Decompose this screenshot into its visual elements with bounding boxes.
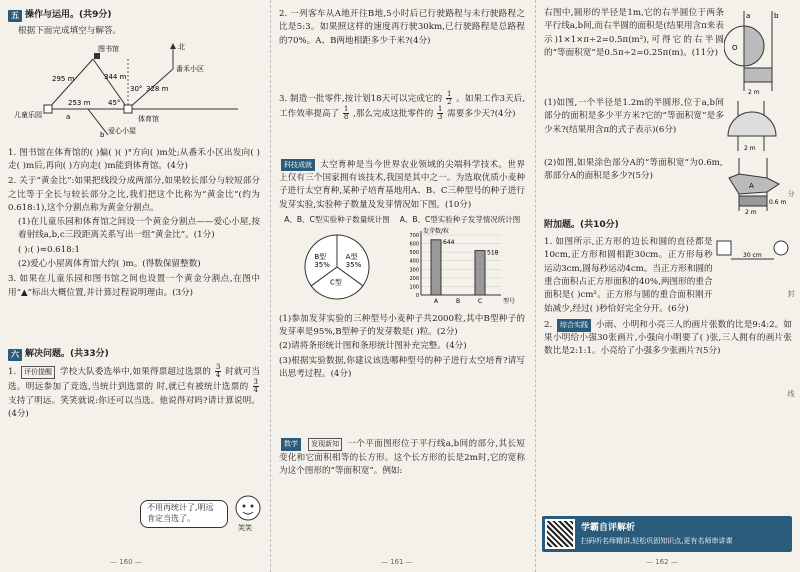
- problem-tag: 发现新知: [308, 438, 342, 451]
- problem-4-2: (2)请将条形统计图和条形统计图补充完整。(4分): [279, 341, 467, 352]
- fraction: $\frac{1}{2}$: [446, 89, 452, 106]
- page-160: [0, 0, 268, 572]
- problem-5: 数学 发现新知 一个平面图形位于平行线a,b间的部分,其长短变化和它面积相等的长方形。这个长方形的长是2m时,它的宽称为这个图形的“等面积宽”。例如:: [279, 439, 526, 476]
- bar-chart: [395, 225, 525, 305]
- map-label-b: b: [100, 131, 105, 140]
- question-2-2: (2)爱心小屋离体育馆大约( )m。(得数保留整数): [18, 259, 201, 270]
- question-1: 1. 图书馆在体育馆的( )偏( )( )°方向( )m处;从番禾小区出发向( )走( )m后,再向( )方向走( )m能到体育馆。(4分): [8, 147, 260, 171]
- svg-text:O: O: [732, 44, 738, 52]
- svg-text:a: a: [746, 12, 751, 20]
- pie-label: A型: [345, 253, 358, 262]
- problem-4: 科技成就 太空育种是当今世界农业领域的尖端科学技术。世界上仅有三个国家拥有该技术,我国是其中之一。为选取优质小麦种子进行太空育种,某种子培育基地用A、B、C三种型号的种子进行发芽实验,实验种子数量及发芽情况如下图。(10分): [279, 159, 525, 210]
- sub-question-1: (1)如图,一个半径是1.2m的半圆形,位于a,b间部分的面积是多少平方米?它的“等面积宽”是多少米?(结果用含π的式子表示)(6分): [544, 98, 724, 135]
- example-row: [544, 6, 792, 96]
- pie-label: C型: [330, 279, 342, 288]
- section-title: 附加题。(共10分): [544, 220, 619, 230]
- square-circle-figure: [713, 235, 792, 265]
- question-3: 3. 如果在儿童乐园和图书馆之间也设置一个黄金分割点,在图中用“▲”标出大概位置,并计算过程说明理由。(3分): [8, 274, 260, 298]
- map-label-north: 北: [178, 43, 185, 52]
- svg-text:0.6 m: 0.6 m: [768, 199, 786, 206]
- section-header-extra: [544, 219, 792, 233]
- kid-name: 笑笑: [238, 524, 252, 532]
- binding-mark: 封: [787, 290, 795, 297]
- section-intro: 根据下面完成填空与解答。: [18, 25, 122, 36]
- question-2-1-answer: ( ):( )≈0.618:1: [18, 244, 80, 255]
- bar: [431, 240, 441, 295]
- semicircle-figure: [724, 96, 784, 156]
- page-162: [535, 0, 800, 572]
- y-tick-label: 100: [409, 284, 419, 291]
- kid-avatar: [232, 492, 264, 532]
- page-number: — 162 —: [646, 558, 678, 567]
- speech-bubble: 不用再统计了,明远肯定当选了。: [140, 500, 228, 528]
- svg-text:b: b: [774, 12, 779, 20]
- pie-chart: [287, 225, 387, 305]
- qr-code-icon[interactable]: [545, 519, 575, 549]
- charts-row: [279, 214, 525, 311]
- svg-text:2 m: 2 m: [744, 145, 756, 152]
- svg-text:2 m: 2 m: [744, 209, 757, 216]
- problem-tag: 综合实践: [557, 319, 591, 332]
- x-tick-label: A: [434, 298, 439, 306]
- problem-4-1: (1)参加发芽实验的三种型号小麦种子共2000粒,其中B型种子的发芽率是95%,B型种子的发芽数是( )粒。(2分): [279, 313, 525, 338]
- section-title: 操作与运用。(共9分): [25, 10, 112, 20]
- example-text: 右图中,圆形的半径是1m,它的右半圆位于两条平行线a,b间,而右半圆的面积是(结果用含π来表示)1×1×π÷2=0.5π(m²),可得它的右半圆的“等面积宽”是0.5π÷2=0.25π(m)。(11分): [544, 8, 724, 58]
- problem-tag: 评价提醒: [21, 366, 55, 379]
- fraction: $\frac{1}{3}$: [437, 105, 443, 122]
- problem-4-3: (3)根据实验数据,你建议该选哪种型号的种子进行太空培育?请写出思考过程。(4分): [279, 355, 525, 379]
- problem-number: 1.: [8, 366, 17, 377]
- x-tick-label: B: [456, 298, 461, 306]
- svg-text:2 m: 2 m: [748, 89, 760, 96]
- page-number: — 160 —: [110, 558, 142, 567]
- map-dist-295: 295 m: [52, 75, 75, 84]
- fraction: $\frac{3}{4}$: [215, 362, 221, 379]
- problem-text: 支持了明远。笑笑就说:你还可以当选。他说得对吗?请计算说明。(4分): [8, 395, 260, 419]
- section-badge: 六: [8, 349, 22, 361]
- section-title: 解决问题。(共33分): [25, 349, 109, 359]
- fraction: $\frac{1}{8}$: [343, 105, 349, 122]
- extra-question-1: 1. 如图所示,正方形的边长和圆的直径都是10cm,正方形和圆相距30cm。正方形每秒运动3cm,圆每秒运动4cm。当正方形和圆的重合面积占正方形面积的40%,两图形的重合面积是( )cm²。正方形与圆的重合面积刚开始减少,经过( )秒恰好完全分开。(6分): [544, 236, 713, 314]
- map-label-park: 儿童乐园: [14, 111, 42, 120]
- binding-mark: 线: [787, 390, 795, 397]
- x-tick-label: C: [478, 298, 483, 306]
- svg-text:A: A: [748, 182, 754, 190]
- problem-2: 2. 一列客车从A地开往B地,5小时后已行驶路程与未行驶路程之比是5:3。如果照这样的速度再行驶30km,已行驶路程是总路程的70%。A、B两地相距多少千米?(4分): [279, 9, 525, 46]
- qr-subtitle: 扫码听名师精讲,轻松巩固知识点,更有名师串讲课: [581, 536, 733, 545]
- qr-promo-banner[interactable]: [542, 516, 792, 552]
- sub-question-1-row: [544, 96, 792, 156]
- bar-title: A、B、C型实验种子发芽情况统计图: [399, 214, 521, 224]
- bar-value-label: 644: [443, 239, 455, 247]
- y-axis-label: 发芽数/粒: [423, 228, 450, 236]
- problem-text: 时就可当选。明远参加了竞选,当统计到选票的: [8, 366, 260, 393]
- bar-value-label: 518: [487, 250, 499, 258]
- page-161: [270, 0, 533, 572]
- question-2: 2. 关于“黄金比”:如果把线段分成两部分,如果较长部分与较短部分之比等于全长与较长部分之比,我们把这个比称为“黄金比”(约为0.618:1),这个分割点称为黄金分割点。: [8, 176, 260, 213]
- svg-text:30 cm: 30 cm: [742, 251, 762, 259]
- bar-chart-block: [395, 214, 525, 311]
- section-header-solve: [8, 348, 260, 362]
- extra-1-row: [544, 235, 792, 317]
- bar: [475, 251, 485, 295]
- map-label-a: a: [66, 113, 71, 122]
- y-tick-label: 700: [409, 233, 419, 240]
- x-axis-label: 型号: [503, 298, 516, 306]
- sub-question-2-row: [544, 156, 792, 216]
- map-label-home: 爱心小屋: [108, 127, 136, 136]
- y-tick-label: 200: [409, 276, 419, 283]
- pie-label: B型: [314, 253, 327, 262]
- y-tick-label: 400: [409, 259, 419, 266]
- map-label-library: 图书馆: [98, 45, 119, 54]
- question-2-1: (1)在儿童乐园和体育馆之间设一个黄金分割点——爱心小屋,按着射线a,b,c三段距离关系写出一组“黄金比”。(1分): [18, 217, 260, 241]
- y-tick-label: 0: [415, 293, 419, 300]
- map-label-gym: 体育馆: [138, 115, 159, 124]
- problem-1: [8, 364, 260, 421]
- binding-mark: 分: [787, 190, 795, 197]
- map-angle-30: 30°: [130, 85, 143, 94]
- location-map: [8, 39, 258, 139]
- section-header-operation: [8, 9, 260, 23]
- map-label-flower: 番禾小区: [176, 65, 204, 74]
- pie-title: A、B、C型实验种子数量统计图: [284, 214, 390, 224]
- extra-question-2: 2. 综合实践 小雨、小明和小亮三人的画片张数的比是9:4:2。如果小明给小强30张画片,小强向小明要了( )张,三人拥有的画片张数比是2:1:1。小亮给了小强多少张画片?(5分): [544, 319, 793, 357]
- y-tick-label: 600: [409, 242, 419, 249]
- problem-text: 学校大队委选举中,如果得票超过选票的: [59, 366, 212, 377]
- page-number: — 161 —: [381, 558, 413, 567]
- map-dist-328: 328 m: [146, 85, 169, 94]
- sub-question-2: (2)如图,如果涂色部分A的“等面积宽”为0.6m,那部分A的面积是多少?(5分): [544, 158, 723, 182]
- section-badge: 五: [8, 10, 22, 22]
- problem-tag: 科技成就: [281, 159, 315, 172]
- map-dist-344: 344 m: [104, 73, 127, 82]
- problem-text: 时,就已有被统计选票的: [156, 382, 249, 393]
- problem-tag: 数学: [281, 438, 301, 451]
- map-angle-45: 45°: [108, 99, 121, 108]
- problem-3: 3. 制造一批零件,按计划18天可以完成它的 $\frac{1}{2}$ 。如果工作3天后,工作效率提高了 $\frac{1}{8}$ ,那么完成这批零件的 $\frac{1}{3}$ 需要多少天?(4分): [279, 89, 526, 122]
- shape-a-figure: [723, 156, 792, 216]
- map-dist-253: 253 m: [68, 99, 91, 108]
- y-tick-label: 500: [409, 250, 419, 257]
- fraction: $\frac{3}{4}$: [253, 378, 259, 395]
- example-figure: [724, 6, 784, 96]
- pie-label: 35%: [345, 261, 362, 270]
- pie-chart-block: [279, 214, 395, 311]
- y-tick-label: 300: [409, 267, 419, 274]
- pie-label: 35%: [314, 261, 330, 270]
- qr-title: 学霸自评解析: [581, 522, 636, 533]
